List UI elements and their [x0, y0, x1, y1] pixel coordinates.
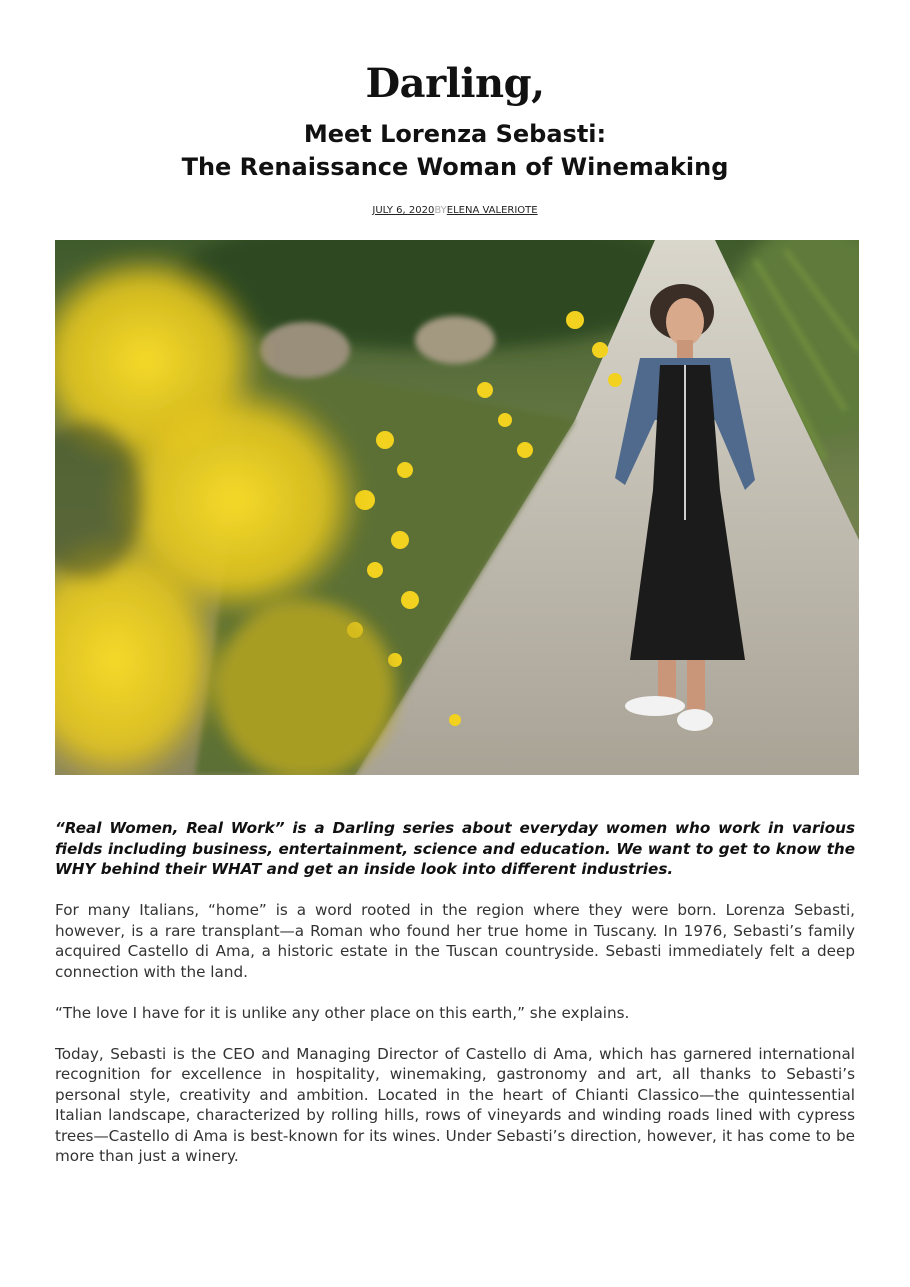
headline-line-1: Meet Lorenza Sebasti:	[303, 120, 607, 148]
headline-line-2: The Renaissance Woman of Winemaking	[181, 153, 729, 181]
paragraph-1: For many Italians, “home” is a word rooted in the region where they were born. Lorenza Sebasti, however, is a rare transplant—a Roman who found her true home in Tuscany. In 1976, Sebasti’s family acquired Castello di Ama, a historic estate in the Tuscan countryside. Sebasti immediately felt a deep connection with the land.	[55, 901, 855, 981]
article-headline	[0, 118, 910, 184]
masthead-logo[interactable]: Darling,	[365, 60, 545, 107]
byline	[0, 205, 910, 216]
byline-by: BY	[434, 205, 447, 216]
paragraph-2: “The love I have for it is unlike any other place on this earth,” she explains.	[55, 1003, 630, 1022]
publish-date-link[interactable]: JULY 6, 2020	[372, 205, 435, 216]
hero-photo	[55, 240, 859, 775]
author-link[interactable]: ELENA VALERIOTE	[446, 205, 538, 216]
series-intro: “Real Women, Real Work” is a Darling series about everyday women who work in various fields including business, entertainment, science and education. We want to get to know the WHY behind their WHAT and get an inside look into different industries.	[55, 819, 855, 878]
article-body	[55, 818, 855, 1187]
paragraph-3: Today, Sebasti is the CEO and Managing Director of Castello di Ama, which has garnered international recognition for excellence in hospitality, winemaking, gastronomy and art, all thanks to Sebasti’s personal style, creativity and ambition. Located in the heart of Chianti Classico—the quintessential Italian landscape, characterized by rolling hills, rows of vineyards and winding roads lined with cypress trees—Castello di Ama is best-known for its wines. Under Sebasti’s direction, however, it has come to be more than just a winery.	[55, 1044, 855, 1165]
